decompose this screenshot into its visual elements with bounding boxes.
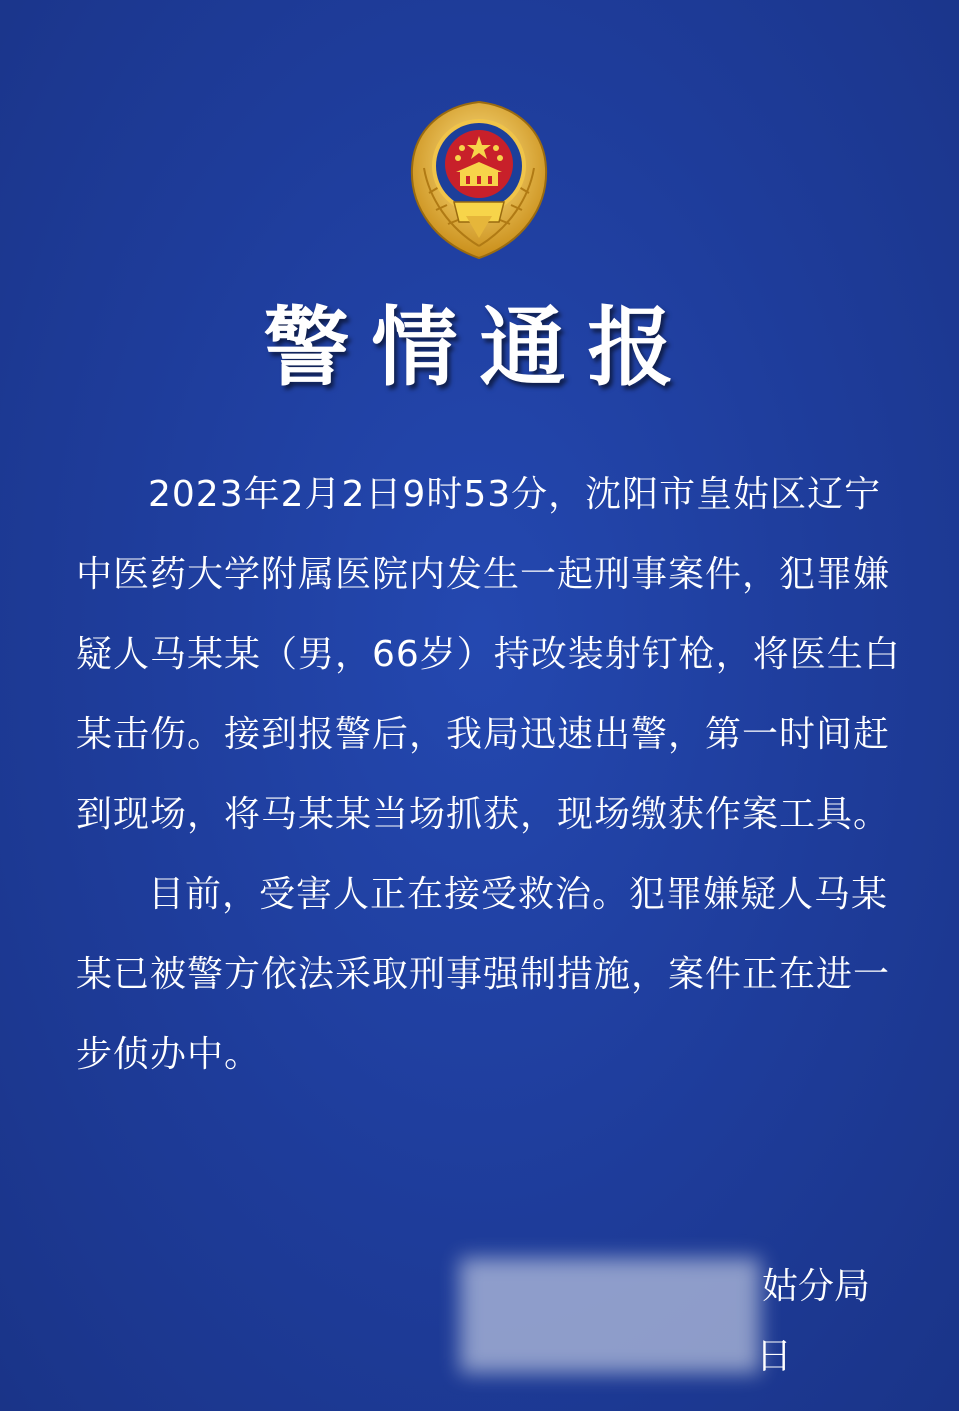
signature-org: 姑分局: [761, 1266, 870, 1307]
police-emblem-icon: [404, 98, 554, 263]
paragraph-1: 2023年2月2日9时53分，沈阳市皇姑区辽宁中医药大学附属医院内发生一起刑事案件，犯罪嫌疑人马某某（男，66岁）持改装射钉枪，将医生白某击伤。接到报警后，我局迅速出警，第一时间赶到现场，将马某某当场抓获，现场缴获作案工具。: [76, 474, 901, 835]
signature-block: [460, 1240, 890, 1380]
paragraph-2: 目前，受害人正在接受救治。犯罪嫌疑人马某某已被警方依法采取刑事强制措施，案件正在进一步侦办中。: [76, 874, 891, 1075]
signature-date: 日: [755, 1336, 792, 1377]
notice-body: [76, 455, 906, 1095]
redaction-blur: [460, 1258, 760, 1373]
page-title: 警情通报: [263, 297, 696, 398]
